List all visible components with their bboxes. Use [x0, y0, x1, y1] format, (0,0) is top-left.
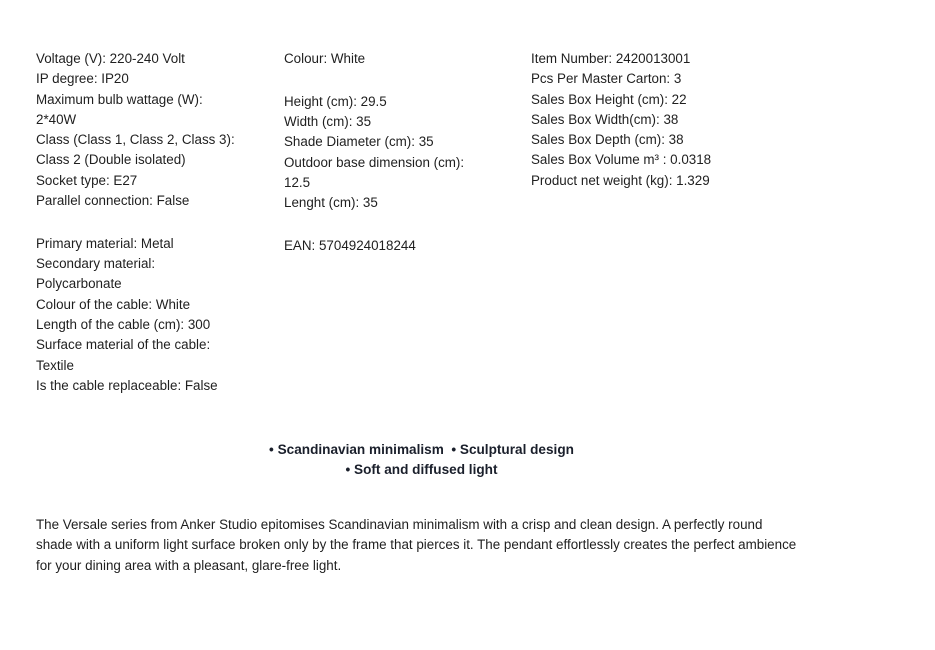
feature-line-2: • Soft and diffused light	[345, 462, 498, 477]
spec-ean: EAN: 5704924018244	[284, 238, 416, 254]
spec-group-dimensions	[284, 92, 524, 214]
spec-width: Width (cm): 35	[284, 114, 372, 130]
spec-socket-type: Socket type: E27	[36, 172, 138, 188]
spec-item-number: Item Number: 2420013001	[531, 51, 691, 66]
feature-line-1: • Scandinavian minimalism • Sculptural design	[269, 442, 574, 457]
spec-cable-surface-value: Textile	[36, 357, 74, 373]
feature-highlights	[0, 440, 843, 480]
spec-secondary-material-label: Secondary material:	[36, 256, 156, 272]
product-description	[36, 515, 826, 576]
spec-cable-replaceable: Is the cable replaceable: False	[36, 377, 218, 393]
description-line-1: The Versale series from Anker Studio epitomises Scandinavian minimalism with a crisp and clean design. A perfectly round	[36, 517, 763, 532]
spec-cable-colour: Colour of the cable: White	[36, 296, 191, 312]
spec-parallel-connection: Parallel connection: False	[36, 193, 190, 209]
spec-group-logistics	[531, 49, 791, 191]
spec-group-ean	[284, 236, 524, 256]
spec-length: Lenght (cm): 35	[284, 195, 378, 211]
spec-box-depth: Sales Box Depth (cm): 38	[531, 132, 684, 148]
spec-column-electrical-materials	[36, 49, 276, 396]
spec-group-materials	[36, 234, 276, 396]
spec-pcs-per-carton: Pcs Per Master Carton: 3	[531, 71, 682, 87]
spec-voltage: Voltage (V): 220-240 Volt	[36, 51, 185, 66]
spec-max-wattage-label: Maximum bulb wattage (W):	[36, 91, 203, 107]
spec-net-weight: Product net weight (kg): 1.329	[531, 172, 710, 188]
spec-column-dimensions	[284, 49, 524, 256]
spec-outdoor-base-label: Outdoor base dimension (cm):	[284, 154, 465, 170]
spec-cable-surface-label: Surface material of the cable:	[36, 337, 211, 353]
spec-max-wattage-value: 2*40W	[36, 111, 77, 127]
spec-cable-length: Length of the cable (cm): 300	[36, 317, 211, 333]
spec-box-width: Sales Box Width(cm): 38	[531, 111, 679, 127]
description-line-3: for your dining area with a pleasant, glare-free light.	[36, 557, 342, 573]
spec-shade-diameter: Shade Diameter (cm): 35	[284, 134, 434, 150]
spacer	[36, 211, 276, 234]
spec-colour: Colour: White	[284, 51, 366, 66]
description-line-2: shade with a uniform light surface broken only by the frame that pierces it. The pendant effortlessly creates the perfect ambience	[36, 537, 797, 553]
spec-box-volume: Sales Box Volume m³ : 0.0318	[531, 152, 712, 168]
spec-group-electrical	[36, 49, 276, 211]
spec-group-colour	[284, 49, 524, 69]
spacer	[284, 214, 524, 237]
spec-box-height: Sales Box Height (cm): 22	[531, 91, 687, 107]
spec-ip-degree: IP degree: IP20	[36, 71, 129, 87]
spacer	[284, 69, 524, 92]
spec-primary-material: Primary material: Metal	[36, 235, 174, 251]
spec-column-logistics	[531, 49, 791, 191]
spec-class-value: Class 2 (Double isolated)	[36, 152, 186, 168]
spec-height: Height (cm): 29.5	[284, 93, 387, 109]
spec-secondary-material-value: Polycarbonate	[36, 276, 122, 292]
spec-class-label: Class (Class 1, Class 2, Class 3):	[36, 132, 235, 148]
spec-outdoor-base-value: 12.5	[284, 174, 311, 190]
